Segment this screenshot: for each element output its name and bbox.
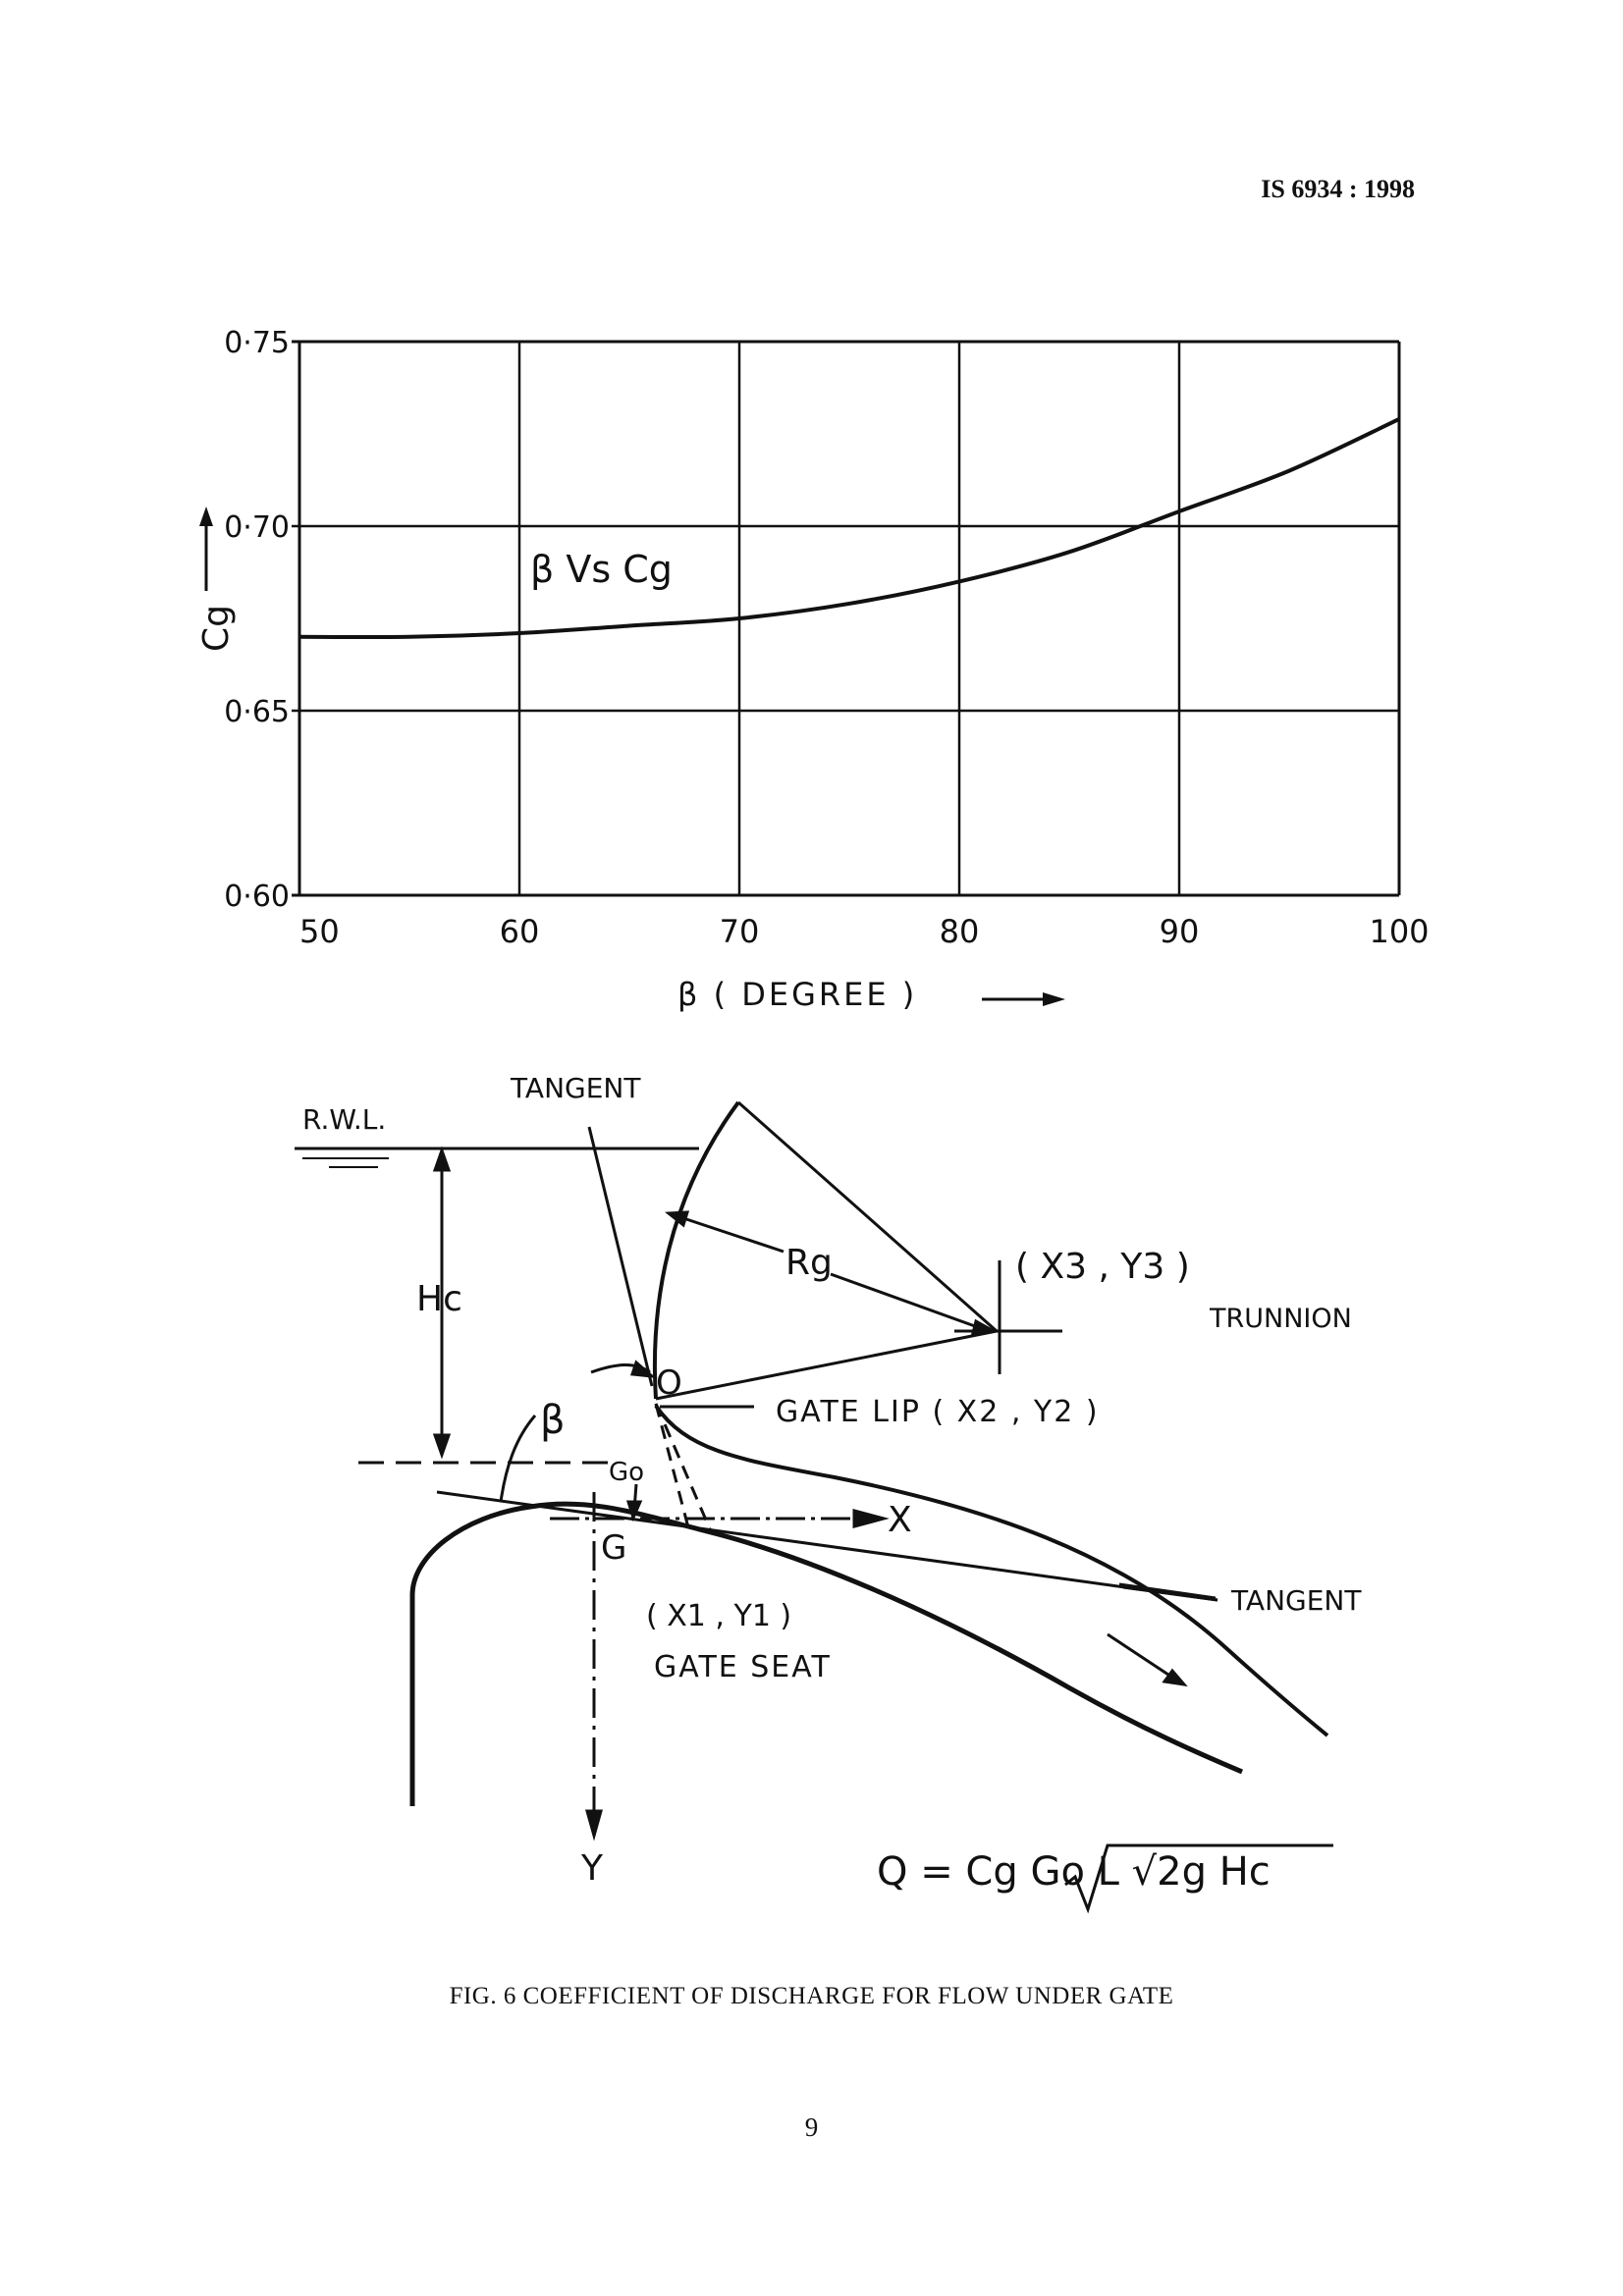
flow-arrow xyxy=(1108,1634,1174,1679)
y-tick-label: 0·75 xyxy=(224,326,290,360)
discharge-formula: Q = Cg Go L √2g Hc xyxy=(877,1849,1271,1895)
x-tick-label: 90 xyxy=(1159,913,1200,950)
x-axis-arrowhead xyxy=(854,1511,884,1526)
point-g-label: G xyxy=(601,1528,627,1568)
y-tick-label: 0·70 xyxy=(224,510,290,545)
trunnion-coords-label: ( X3 , Y3 ) xyxy=(1015,1247,1190,1287)
x-tick-label: 70 xyxy=(719,913,760,950)
go-label: Go xyxy=(609,1458,645,1487)
x-axis-label: β ( DEGREE ) xyxy=(677,976,918,1013)
y-tick-label: 0·60 xyxy=(224,880,290,914)
gate-skin-plate xyxy=(655,1102,738,1399)
top-arm xyxy=(738,1102,997,1331)
y-tick-label: 0·65 xyxy=(224,695,290,729)
gate-lip-label: GATE LIP ( X2 , Y2 ) xyxy=(776,1395,1100,1429)
tangent-right-label: TANGENT xyxy=(1231,1584,1362,1617)
page-number: 9 xyxy=(804,2112,819,2142)
gate-seat-label: GATE SEAT xyxy=(654,1650,832,1684)
y-axis-label: Cg xyxy=(196,605,237,652)
tangent-top-label: TANGENT xyxy=(511,1072,641,1104)
x-axis-diagram-label: X xyxy=(888,1500,912,1540)
beta-arc xyxy=(501,1415,535,1502)
go-dashed-line xyxy=(656,1404,711,1531)
rg-label: Rg xyxy=(785,1243,833,1283)
point-o-label: O xyxy=(656,1363,682,1403)
x-tick-label: 80 xyxy=(939,913,980,950)
gate-seat-coords-label: ( X1 , Y1 ) xyxy=(646,1599,792,1633)
trunnion-label: TRUNNION xyxy=(1210,1304,1352,1334)
hc-arrow-bottom xyxy=(435,1435,449,1455)
x-tick-label: 60 xyxy=(499,913,540,950)
tangent-crest-line xyxy=(437,1492,1217,1600)
chart-title: β Vs Cg xyxy=(530,548,673,591)
beta-label: β xyxy=(540,1398,566,1443)
tangent-crest-line-ext xyxy=(1119,1584,1216,1598)
y-axis-diagram-label: Y xyxy=(581,1848,603,1889)
x-tick-label: 50 xyxy=(299,913,340,950)
rwl-label: R.W.L. xyxy=(302,1103,387,1136)
hc-label: Hc xyxy=(416,1279,462,1319)
tangent-right-leader xyxy=(1123,1587,1217,1600)
x-tick-label: 100 xyxy=(1369,913,1430,950)
flow-upper-surface xyxy=(656,1406,1327,1735)
hc-arrow-top xyxy=(435,1150,449,1170)
bottom-arm xyxy=(656,1331,997,1399)
figure-caption: FIG. 6 COEFFICIENT OF DISCHARGE FOR FLOW UNDER GATE xyxy=(449,1983,1174,2009)
y-axis-arrowhead xyxy=(587,1811,601,1836)
tangent-top-line xyxy=(589,1127,652,1386)
standard-number: IS 6934 : 1998 xyxy=(1261,175,1415,203)
